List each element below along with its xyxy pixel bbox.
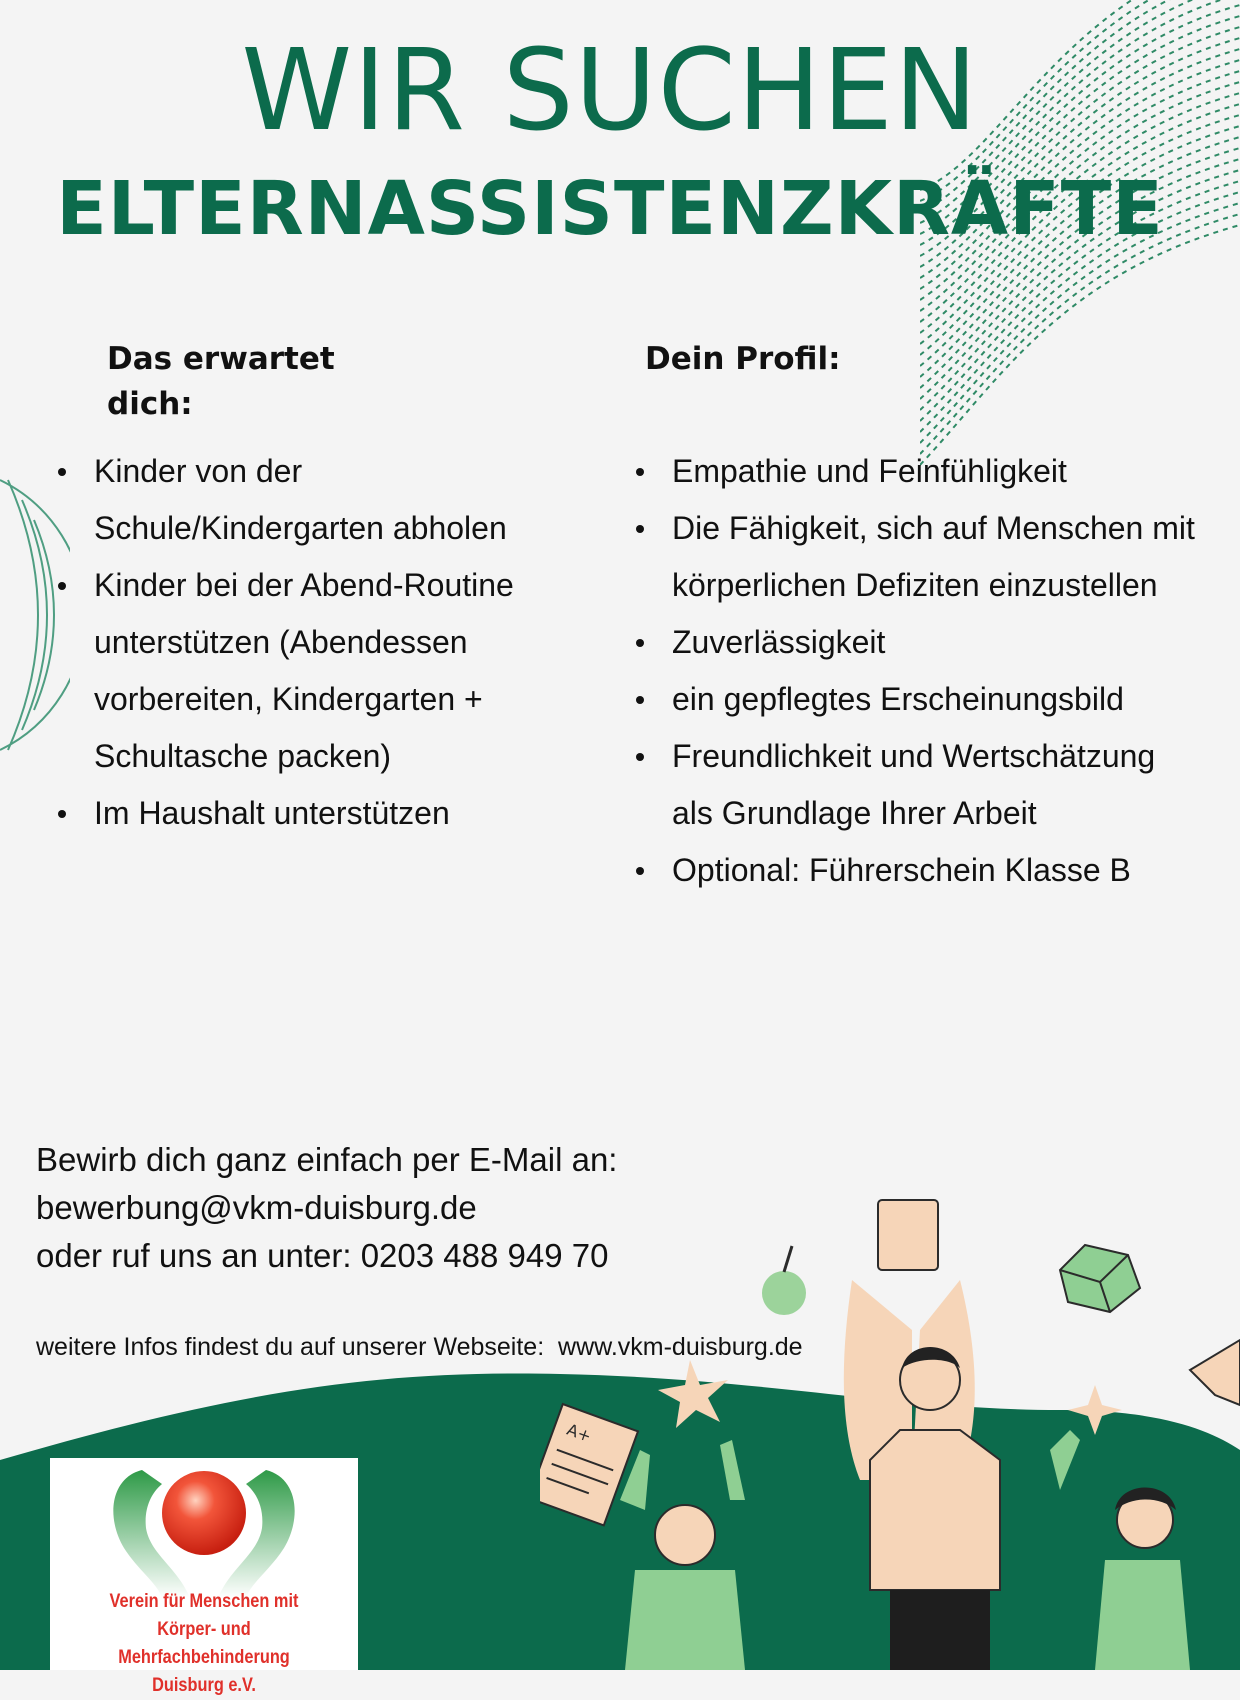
- contact-phone: oder ruf uns an unter: 0203 488 949 70: [36, 1237, 609, 1274]
- boy-figure: [620, 1440, 745, 1670]
- list-item: Empathie und Feinfühligkeit: [636, 443, 1196, 500]
- cube-icon: [1060, 1245, 1140, 1312]
- logo-text: [72, 1588, 337, 1700]
- logo-text-line: Körper- und Mehrfachbehinderung: [118, 1619, 290, 1668]
- logo-text-line: Verein für Menschen mit: [109, 1591, 299, 1612]
- celebrating-people-illustration: [540, 1190, 1240, 1670]
- organization-logo: [50, 1458, 358, 1696]
- logo-text-line: Duisburg e.V.: [152, 1675, 256, 1696]
- list-item: Optional: Führerschein Klasse B: [636, 842, 1196, 899]
- list-item: Die Fähigkeit, sich auf Menschen mit körperlichen Defiziten einzustellen: [636, 500, 1196, 614]
- website-info: weitere Infos findest du auf unserer Webseite: www.vkm-duisburg.de: [36, 1333, 803, 1361]
- logo-hands-and-ball-icon: [50, 1458, 358, 1598]
- contact-email-link[interactable]: bewerbung@vkm-duisburg.de: [36, 1189, 477, 1226]
- svg-text:A+: A+: [564, 1419, 594, 1446]
- headline-wir-suchen: WIR SUCHEN: [241, 26, 979, 156]
- list-item: Kinder bei der Abend-Routine unterstützen (Abendessen vorbereiten, Kindergarten + Schultasche packen): [58, 557, 578, 785]
- apple-icon: [762, 1246, 806, 1315]
- list-item: Zuverlässigkeit: [636, 614, 1196, 671]
- list-item: ein gepflegtes Erscheinungsbild: [636, 671, 1196, 728]
- right-column-title: Dein Profil:: [645, 341, 841, 377]
- man-figure: [844, 1200, 1000, 1670]
- left-column-title: Das erwartet dich:: [107, 341, 335, 422]
- list-item: Im Haushalt unterstützen: [58, 785, 578, 842]
- girl-figure: [1050, 1430, 1190, 1670]
- contact-intro: Bewirb dich ganz einfach per E-Mail an:: [36, 1141, 618, 1178]
- list-item: Freundlichkeit und Wertschätzung als Grundlage Ihrer Arbeit: [636, 728, 1196, 842]
- list-item: Kinder von der Schule/Kindergarten abholen: [58, 443, 578, 557]
- sparkle-icon: [1068, 1385, 1122, 1435]
- contact-block: [36, 1136, 617, 1280]
- profile-list: [636, 443, 1196, 899]
- star-icon: [658, 1360, 728, 1428]
- graduation-cap-icon: [1190, 1340, 1240, 1405]
- expectations-list: [58, 443, 578, 842]
- paper-icon: [540, 1404, 638, 1525]
- headline-job-title: ELTERNASSISTENZKRÄFTE: [56, 166, 1164, 252]
